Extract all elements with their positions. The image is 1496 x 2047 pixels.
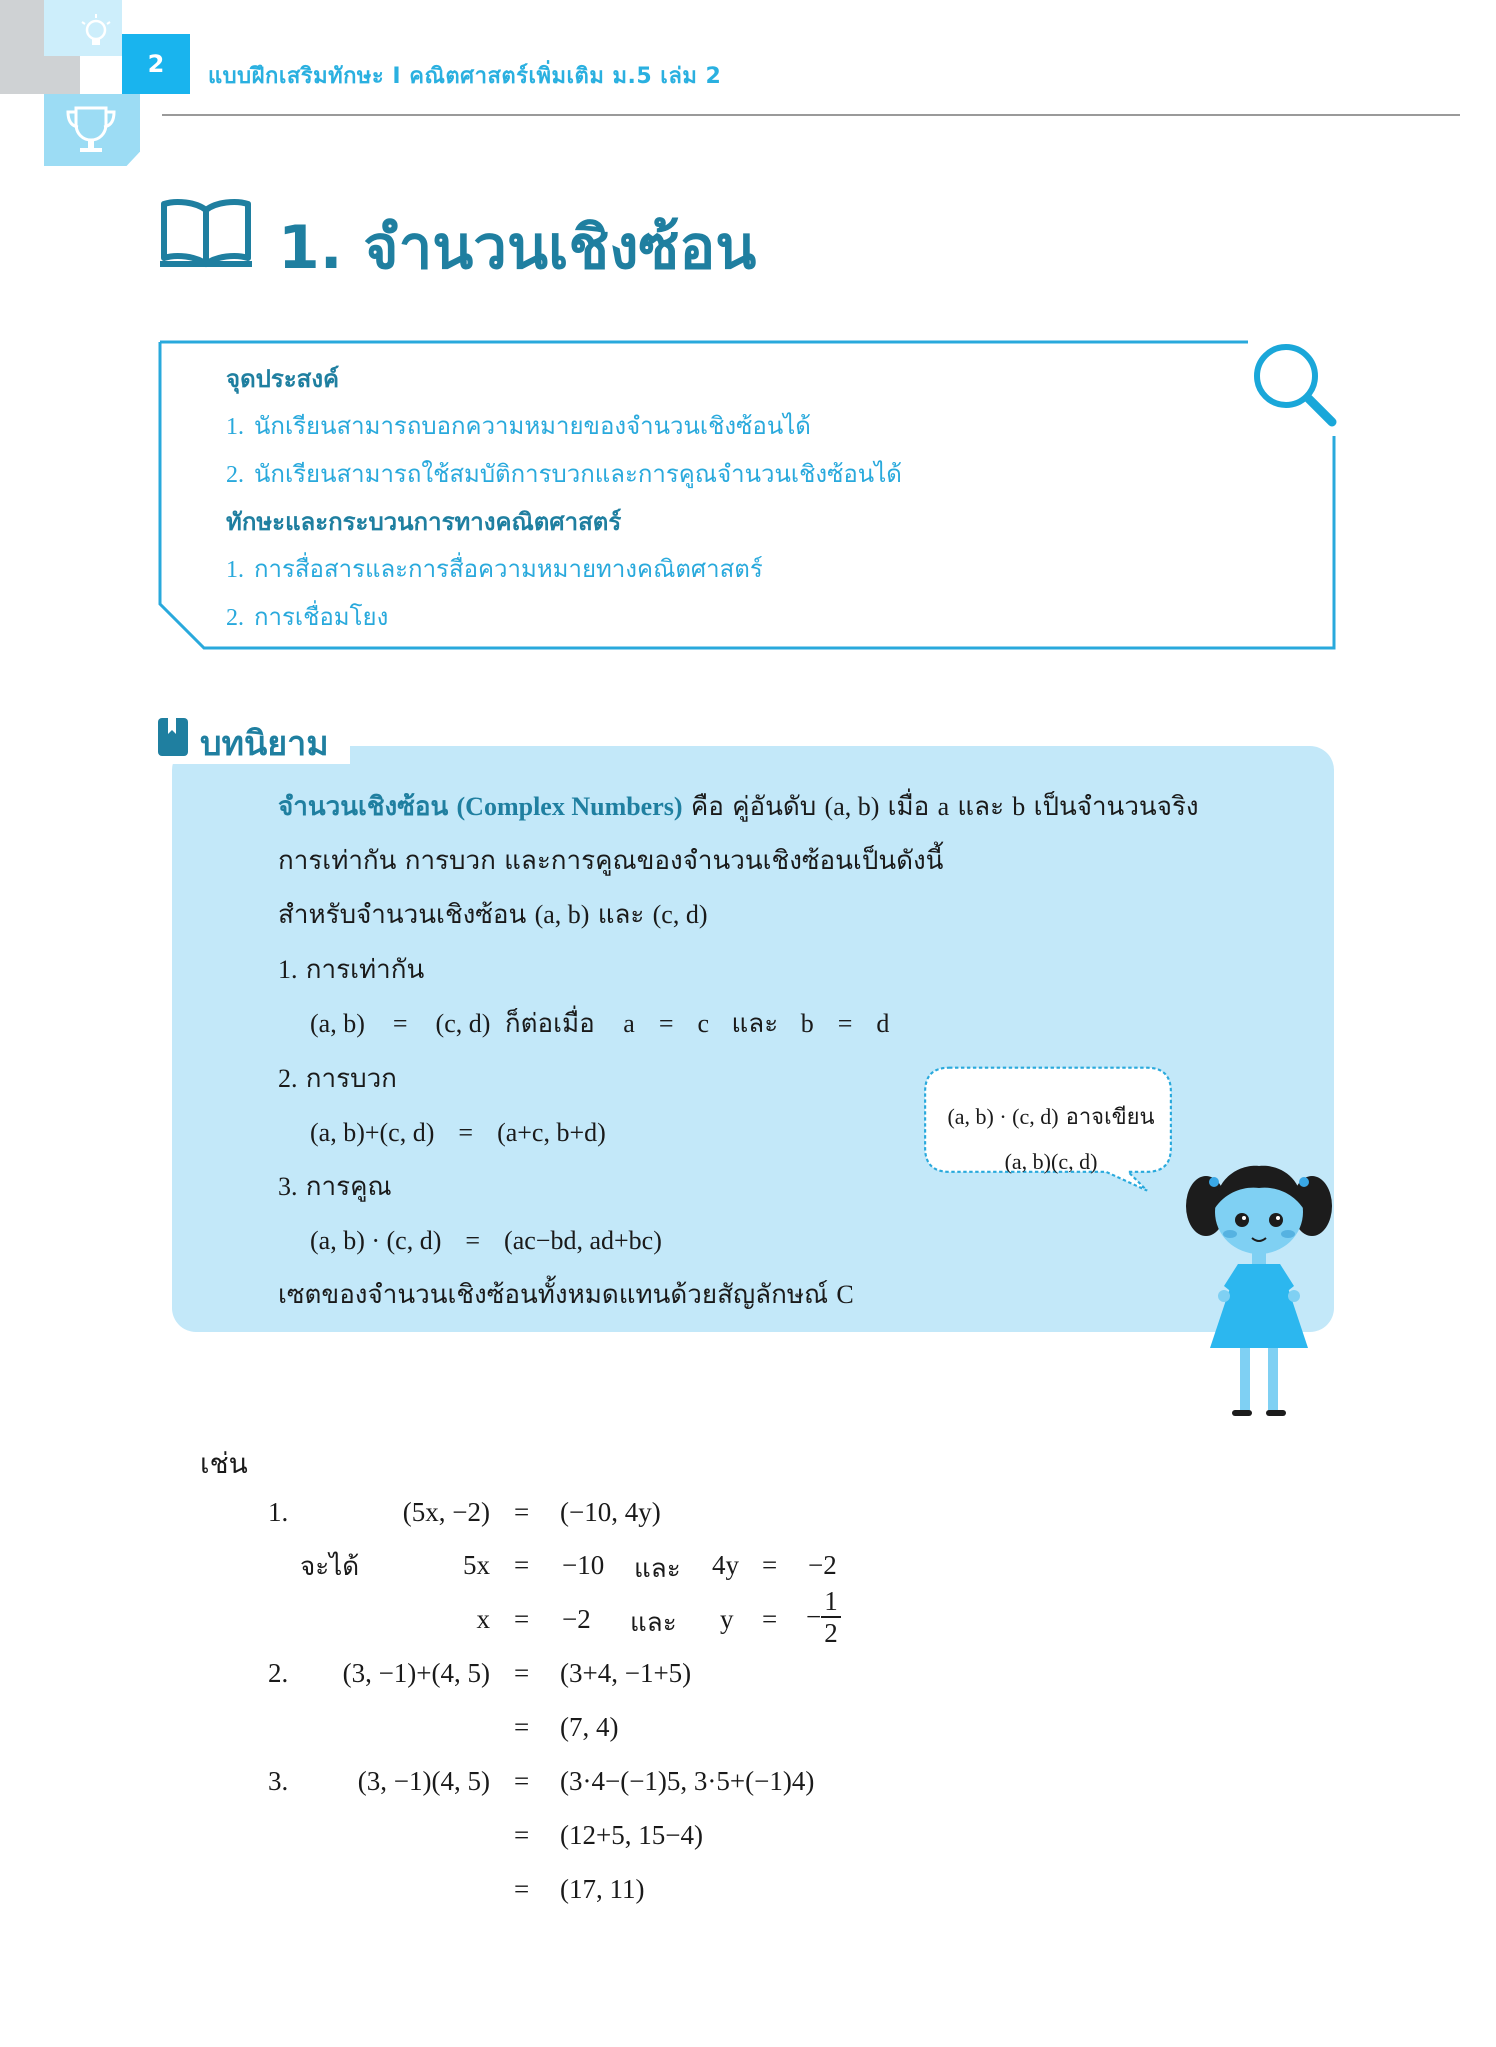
example-term: 4y — [712, 1550, 739, 1580]
skill-item: 1. การสื่อสารและการสื่อความหมายทางคณิตศาสตร์ — [226, 555, 763, 583]
equals-sign: = — [514, 1604, 530, 1634]
objective-item: 2. นักเรียนสามารถใช้สมบัติการบวกและการคูณจำนวนเชิงซ้อนได้ — [226, 460, 902, 488]
rule-multiplication-title: 3. การคูณ — [278, 1171, 392, 1202]
equals-sign: = — [514, 1820, 530, 1850]
example-rhs: (3+4, −1+5) — [560, 1658, 692, 1688]
example-term: y — [720, 1604, 734, 1634]
example-lhs: (3, −1)+(4, 5) — [342, 1658, 490, 1688]
fraction: − $\frac{1}{2}$ — [806, 1586, 841, 1648]
bookmark-icon — [158, 718, 188, 756]
equals-sign: = — [514, 1874, 530, 1904]
example-number: 1. — [268, 1497, 289, 1527]
definition-line: การเท่ากัน การบวก และการคูณของจำนวนเชิงซ้อนเป็นดังนี้ — [278, 845, 944, 876]
example-term: −2 — [808, 1550, 837, 1580]
bubble-text: (a, b) · (c, d) อาจเขียน (a, b)(c, d) — [947, 1104, 1155, 1174]
example-number: 2. — [268, 1658, 289, 1688]
example-lhs: 5x — [463, 1550, 490, 1580]
rule-multiplication-formula: (a, b) · (c, d) = (ac−bd, ad+bc) — [310, 1226, 662, 1255]
example-rhs: −10 — [562, 1550, 605, 1580]
example-rhs: −2 — [562, 1604, 591, 1634]
definition-heading: บทนิยาม — [200, 724, 329, 764]
example-rhs: (12+5, 15−4) — [560, 1820, 703, 1850]
definition-line: สำหรับจำนวนเชิงซ้อน (a, b) และ (c, d) — [278, 900, 708, 930]
rule-addition-title: 2. การบวก — [278, 1063, 397, 1094]
definition-body — [278, 780, 1199, 1322]
objectives-heading: จุดประสงค์ — [226, 365, 340, 393]
search-icon — [1248, 338, 1338, 428]
rule-addition-formula: (a, b)+(c, d) = (a+c, b+d) — [310, 1118, 606, 1147]
example-rhs: (−10, 4y) — [560, 1497, 661, 1527]
rule-equality-formula: (a, b) = (c, d) ก็ต่อเมื่อ a = c และ b = d — [310, 1009, 890, 1039]
objectives-content — [226, 356, 902, 642]
example-rhs: (17, 11) — [560, 1874, 645, 1904]
header-title: แบบฝึกเสริมทักษะ I คณิตศาสตร์เพิ่มเติม ม.5 เล่ม 2 — [208, 64, 722, 89]
example-rhs: (7, 4) — [560, 1712, 619, 1742]
example-rhs: (3·4−(−1)5, 3·5+(−1)4) — [560, 1766, 815, 1796]
equals-sign: = — [514, 1658, 530, 1688]
equals-sign: = — [514, 1550, 530, 1580]
equals-sign: = — [514, 1497, 530, 1527]
example-note: จะได้ — [300, 1552, 360, 1582]
equals-sign: = — [762, 1550, 778, 1580]
header-decor-light — [44, 0, 122, 56]
open-book-icon — [158, 196, 254, 268]
rule-equality-title: 1. การเท่ากัน — [278, 954, 425, 985]
example-number: 3. — [268, 1766, 289, 1796]
page-number: 2 — [122, 34, 190, 94]
equals-sign: = — [514, 1712, 530, 1742]
lightbulb-icon — [44, 0, 122, 56]
equals-sign: = — [514, 1766, 530, 1796]
examples-label: เช่น — [200, 1447, 248, 1480]
skill-item: 2. การเชื่อมโยง — [226, 603, 389, 631]
header-decor-trophy — [44, 94, 140, 166]
chapter-title: 1. จำนวนเชิงซ้อน — [278, 213, 757, 283]
header-rule — [162, 114, 1460, 116]
set-note: เซตของจำนวนเชิงซ้อนทั้งหมดแทนด้วยสัญลักษณ์ C — [278, 1279, 854, 1310]
skills-heading: ทักษะและกระบวนการทางคณิตศาสตร์ — [226, 508, 622, 536]
objective-item: 1. นักเรียนสามารถบอกความหมายของจำนวนเชิงซ้อนได้ — [226, 412, 811, 440]
example-lhs: x — [476, 1604, 490, 1634]
example-lhs: (3, −1)(4, 5) — [357, 1766, 490, 1796]
girl-illustration — [1184, 1148, 1334, 1424]
and-word: และ — [630, 1608, 677, 1638]
equals-sign: = — [762, 1604, 778, 1634]
example-lhs: (5x, −2) — [402, 1497, 490, 1527]
trophy-icon — [44, 94, 140, 166]
and-word: และ — [634, 1554, 681, 1584]
definition-line: จำนวนเชิงซ้อน (Complex Numbers) คือ คู่อันดับ (a, b) เมื่อ a และ b เป็นจำนวนจริง — [278, 792, 1199, 822]
